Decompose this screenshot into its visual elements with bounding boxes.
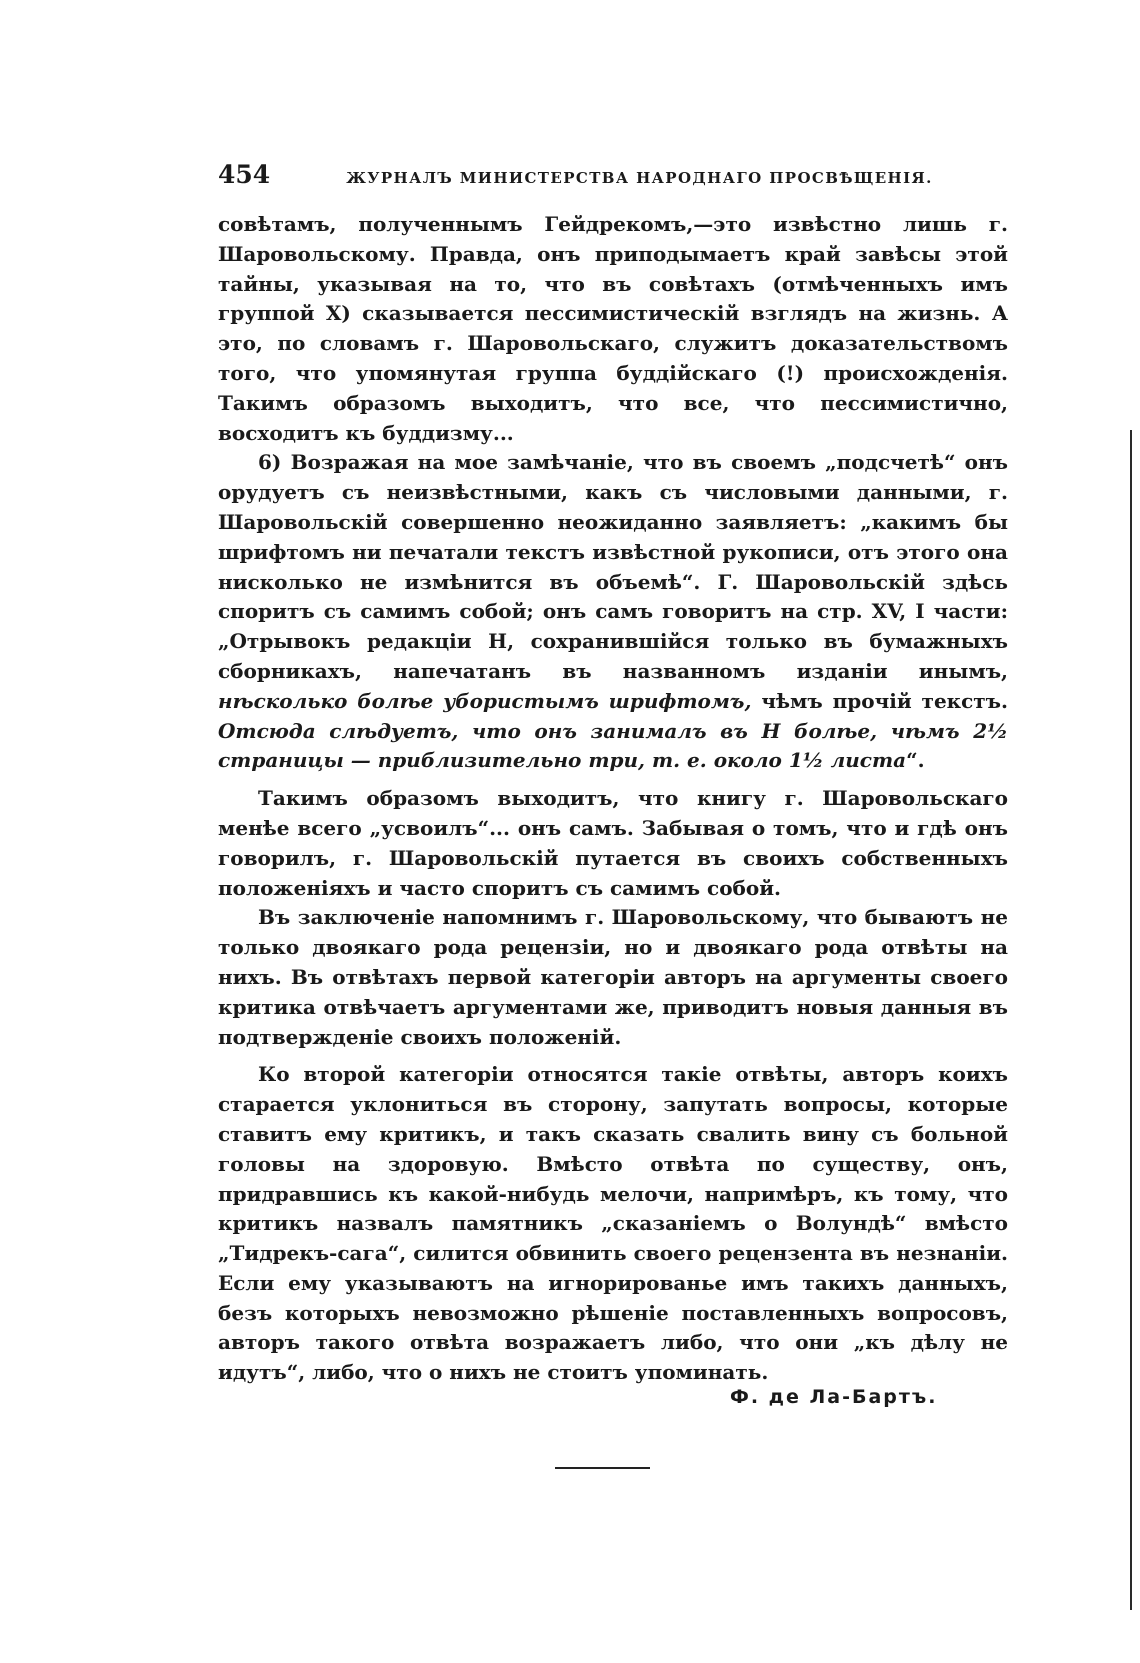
paragraph-3: Такимъ образомъ выходитъ, что книгу г. Шаровольскаго менѣе всего „усвоилъ“... онъ самъ. Забывая о томъ, что и гдѣ онъ говорилъ, г. Шаровольскій путается въ своихъ собственныхъ положеніяхъ и часто споритъ съ самимъ собой.	[218, 786, 1008, 900]
page-header	[218, 160, 1008, 190]
paragraph-2-text-after: “.	[906, 748, 925, 773]
paragraph-4: Въ заключеніе напомнимъ г. Шаровольскому, что бываютъ не только двоякаго рода рецензіи, но и двоякаго рода отвѣты на нихъ. Въ отвѣтахъ первой категоріи авторъ на аргументы своего критика отвѣчаетъ аргументами же, приводитъ новыя данныя въ подтвержденіе своихъ положеній.	[218, 905, 1008, 1049]
paragraph-2	[218, 448, 1008, 776]
page-number: 454	[218, 160, 271, 189]
scan-edge-line	[1130, 430, 1132, 1610]
paragraph-2-italic-2: Отсюда слѣдуетъ, что онъ занималъ въ H болѣе, чѣмъ 2½ страницы — приблизительно три, т. е. около 1½ листа	[218, 718, 1008, 773]
paragraph-2-text-middle: чѣмъ прочій текстъ.	[751, 688, 1008, 713]
paragraph-1: совѣтамъ, полученнымъ Гейдрекомъ,—это извѣстно лишь г. Шаровольскому. Правда, онъ приподымаетъ край завѣсы этой тайны, указывая на то, что въ совѣтахъ (отмѣченныхъ имъ группой X) сказывается пессимистическій взглядъ на жизнь. А это, по словамъ г. Шаровольскаго, служитъ доказательствомъ того, что упомянутая группа буддійскаго (!) происхожденія. Такимъ образомъ выходитъ, что все, что пессимистично, восходитъ къ буддизму...	[218, 212, 1008, 445]
paragraph-2-text-before: 6) Возражая на мое замѣчаніе, что въ своемъ „подсчетѣ“ онъ орудуетъ съ неизвѣстными, какъ съ числовыми данными, г. Шаровольскій совершенно неожиданно заявляетъ: „какимъ бы шрифтомъ ни печатали текстъ извѣстной рукописи, отъ этого она нисколько не измѣнится въ объемѣ“. Г. Шаровольскій здѣсь споритъ съ самимъ собой; онъ самъ говоритъ на стр. XV, I части: „Отрывокъ редакціи H, сохранившійся только въ бумажныхъ сборникахъ, напечатанъ въ названномъ изданіи инымъ,	[218, 450, 1008, 683]
paragraph-2-italic-1: нѣсколько болѣе убористымъ шрифтомъ,	[218, 688, 752, 713]
section-divider	[555, 1467, 650, 1469]
running-title: ЖУРНАЛЪ МИНИСТЕРСТВА НАРОДНАГО ПРОСВѢЩЕНІЯ.	[346, 169, 933, 187]
author-signature: Ф. де Ла-Бартъ.	[730, 1386, 938, 1408]
article-body	[218, 210, 1008, 1388]
paragraph-5: Ко второй категоріи относятся такіе отвѣты, авторъ коихъ старается уклониться въ сторону, запутать вопросы, которые ставитъ ему критикъ, и такъ сказать свалить вину съ больной головы на здоровую. Вмѣсто отвѣта по существу, онъ, придравшись къ какой-нибудь мелочи, напримѣръ, къ тому, что критикъ назвалъ памятникъ „сказаніемъ о Волундѣ“ вмѣсто „Тидрекъ-сага“, силится обвинить своего рецензента въ незнаніи. Если ему указываютъ на игнорированье имъ такихъ данныхъ, безъ которыхъ невозможно рѣшеніе поставленныхъ вопросовъ, авторъ такого отвѣта возражаетъ либо, что они „къ дѣлу не идутъ“, либо, что о нихъ не стоитъ упоминать.	[218, 1062, 1008, 1385]
